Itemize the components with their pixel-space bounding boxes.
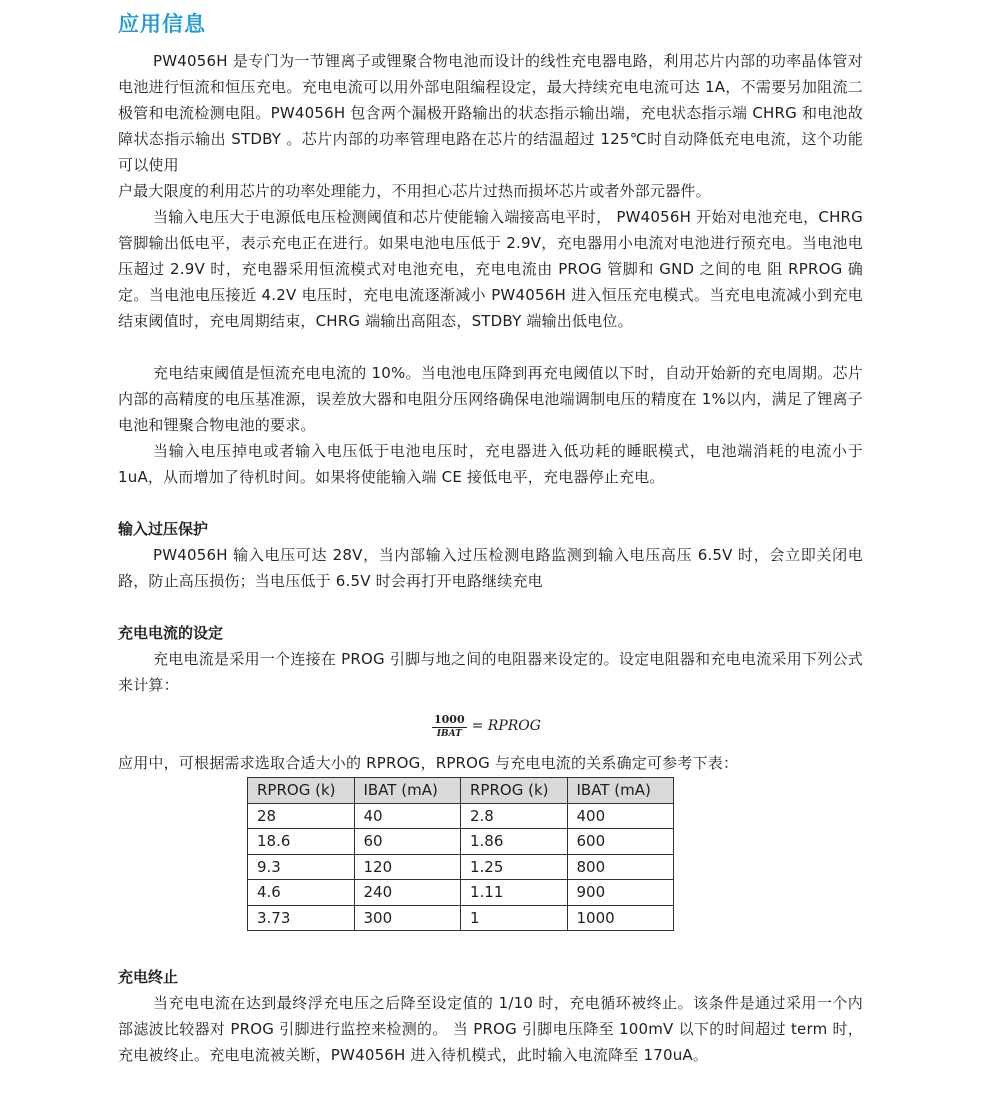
table-row [248,905,674,931]
table-row [248,829,674,855]
intro-paragraph-3-block [118,204,863,334]
table-row [248,803,674,829]
page-title: 应用信息 [118,12,206,36]
table-cell: 400 [567,803,674,829]
table-cell: 900 [567,880,674,906]
table-header-cell: RPROG (k) [248,778,355,804]
intro-paragraph: 当输入电压掉电或者输入电压低于电池电压时，充电器进入低功耗的睡眠模式，电池端消耗的电流小于 1uA，从而增加了待机时间。如果将使能输入端 CE 接低电平，充电器停止充电。 [118,442,863,486]
table-header-cell: IBAT (mA) [567,778,674,804]
current-setting-section [118,620,863,698]
table-cell: 28 [248,803,355,829]
table-row [248,880,674,906]
table-cell: 800 [567,854,674,880]
table-row [248,854,674,880]
intro-paragraph-4-block [118,360,863,438]
table-cell: 120 [354,854,461,880]
intro-paragraph: 充电结束阈值是恒流充电电流的 10%。当电池电压降到再充电阈值以下时，自动开始新的充电周期。芯片内部的高精度的电压基准源，误差放大器和电阻分压网络确保电池端调制电压的精度在 1%以内，满足了锂离子电池和锂聚合物电池的要求。 [118,364,863,434]
table-cell: 4.6 [248,880,355,906]
table-header-cell: RPROG (k) [461,778,568,804]
rprog-ibat-table [247,777,674,931]
table-intro-block [118,750,863,776]
charge-current-formula [432,708,541,744]
section-heading: 充电电流的设定 [118,624,224,642]
table-cell: 300 [354,905,461,931]
overvoltage-text: PW4056H 输入电压可达 28V，当内部输入过压检测电路监测到输入电压高压 6.5V 时，会立即关闭电路，防止高压损伤；当电压低于 6.5V 时会再打开电路继续充电 [118,546,863,590]
formula-numerator: 1000 [434,713,465,726]
overvoltage-section [118,516,863,594]
formula-fraction [432,713,467,739]
table-cell: 240 [354,880,461,906]
table-cell: 60 [354,829,461,855]
table-header-cell: IBAT (mA) [354,778,461,804]
table-cell: 1.25 [461,854,568,880]
intro-paragraph: 户最大限度的利用芯片的功率处理能力，不用担心芯片过热而损坏芯片或者外部元器件。 [118,182,711,200]
table-cell: 18.6 [248,829,355,855]
current-setting-text: 充电电流是采用一个连接在 PROG 引脚与地之间的电阻器来设定的。设定电阻器和充电电流采用下列公式来计算： [118,650,863,694]
termination-section [118,964,863,1068]
table-cell: 600 [567,829,674,855]
table-cell: 1000 [567,905,674,931]
intro-paragraph-2-block [118,178,863,204]
intro-paragraph-1-block [118,48,863,178]
table-cell: 3.73 [248,905,355,931]
intro-paragraph: PW4056H 是专门为一节锂离子或锂聚合物电池而设计的线性充电器电路，利用芯片内部的功率晶体管对电池进行恒流和恒压充电。充电电流可以用外部电阻编程设定，最大持续充电电流可达 1A，不需要另加阻流二极管和电流检测电阻。PW4056H 包含两个漏极开路输出的状态指示输出端，充电状态指示端 CHRG 和电池故障状态指示输出 STDBY 。芯片内部的功率管理电路在芯片的结温超过 125℃时自动降低充电电流，这个功能可以使用 [118,52,863,174]
section-heading: 输入过压保护 [118,520,209,538]
table-cell: 40 [354,803,461,829]
table-cell: 1.11 [461,880,568,906]
section-heading: 充电终止 [118,968,179,986]
intro-paragraph-5-block [118,438,863,490]
table-cell: 1 [461,905,568,931]
termination-text: 当充电电流在达到最终浮充电压之后降至设定值的 1/10 时，充电循环被终止。该条件是通过采用一个内部滤波比较器对 PROG 引脚进行监控来检测的。 当 PROG 引脚电压降至 100mV 以下的时间超过 term 时，充电被终止。充电电流被关断，PW4056H 进入待机模式，此时输入电流降至 170uA。 [118,994,863,1064]
table-cell: 2.8 [461,803,568,829]
formula-denominator: IBAT [436,729,462,739]
table-cell: 9.3 [248,854,355,880]
formula-rhs: = RPROG [471,718,541,734]
table-header-row [248,778,674,804]
table-intro-text: 应用中，可根据需求选取合适大小的 RPROG，RPROG 与充电电流的关系确定可参考下表： [118,754,739,772]
intro-paragraph: 当输入电压大于电源低电压检测阈值和芯片使能输入端接高电平时， PW4056H 开始对电池充电，CHRG 管脚输出低电平，表示充电正在进行。如果电池电压低于 2.9V，充电器用小电流对电池进行预充电。当电池电压超过 2.9V 时，充电器采用恒流模式对电池充电，充电电流由 PROG 管脚和 GND 之间的电 阻 RPROG 确定。当电池电压接近 4.2V 电压时，充电电流逐渐减小 PW4056H 进入恒压充电模式。当充电电流减小到充电结束阈值时，充电周期结束，CHRG 端输出高阻态，STDBY 端输出低电位。 [118,208,863,330]
table-cell: 1.86 [461,829,568,855]
